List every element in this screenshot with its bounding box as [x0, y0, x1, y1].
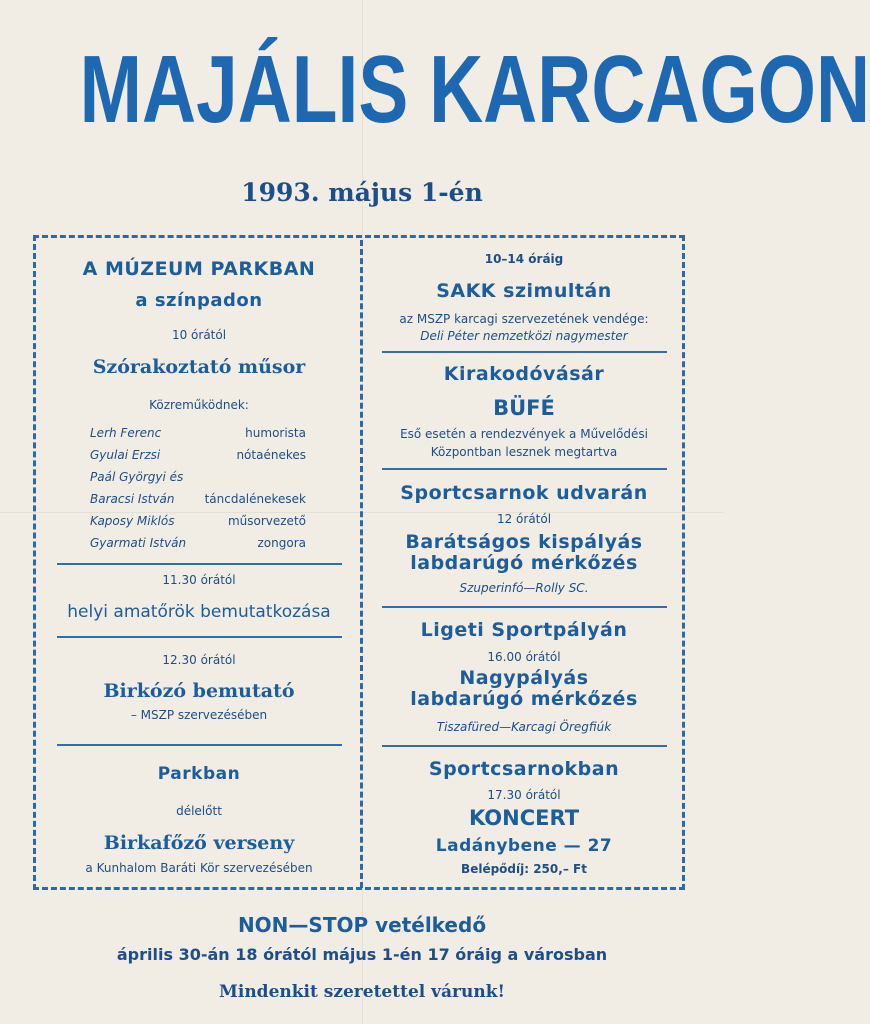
performer-name: Gyarmati István — [90, 536, 187, 550]
amateurs-title: helyi amatőrök bemutatkozása — [67, 602, 331, 622]
amateurs-time: 11.30 órától — [162, 573, 236, 587]
chess-master: Deli Péter nemzetközi nagymester — [420, 329, 628, 343]
concert-title: KONCERT — [468, 806, 580, 830]
morning-label: délelőtt — [176, 804, 222, 818]
performer-row — [40, 488, 358, 510]
event-date: 1993. május 1-én — [241, 178, 483, 207]
column-divider — [360, 240, 363, 888]
bigmatch-title-2: labdarúgó mérkőzés — [410, 688, 638, 710]
performer-role: zongora — [257, 536, 306, 550]
separator — [40, 744, 358, 746]
entry-fee: Belépődíj: 250,– Ft — [461, 862, 587, 876]
friendly-title-1: Barátságos kispályás — [405, 531, 643, 553]
bigmatch-title-1: Nagypályás — [459, 667, 589, 689]
friendly-title-2: labdarúgó mérkőzés — [410, 552, 638, 574]
friendly-match: Szuperinfó—Rolly SC. — [459, 581, 589, 595]
performer-role: nótaénekes — [236, 448, 306, 462]
poster-title: MAJÁLIS KARCAGON — [79, 36, 870, 143]
separator — [366, 606, 682, 608]
performer-role: műsorvezető — [227, 514, 306, 528]
performer-role: humorista — [245, 426, 306, 440]
fair-title: Kirakodóvásár — [443, 363, 605, 385]
performer-row — [40, 532, 358, 554]
wrestling-title: Birkózó bemutató — [103, 680, 295, 702]
performer-name: Lerh Ferenc — [90, 426, 162, 440]
cooking-title: Birkafőző verseny — [103, 832, 295, 854]
participants-label: Közreműködnek: — [149, 398, 249, 412]
performer-row — [40, 466, 358, 488]
chess-guest: az MSZP karcagi szervezetének vendége: — [399, 312, 649, 326]
separator — [366, 351, 682, 353]
bigmatch-teams: Tiszafüred—Karcagi Öregfiúk — [436, 720, 612, 734]
park-heading: Parkban — [157, 764, 241, 784]
performer-row — [40, 510, 358, 532]
performer-row — [40, 422, 358, 444]
wrestling-organizer: – MSZP szervezésében — [130, 708, 268, 722]
separator — [40, 636, 358, 638]
welcome-line: Mindenkit szeretettel várunk! — [219, 982, 505, 1002]
rain-notice-1: Eső esetén a rendezvények a Művelődési — [400, 427, 648, 441]
ligeti-heading: Ligeti Sportpályán — [420, 619, 628, 641]
concert-time: 17.30 órától — [487, 788, 561, 802]
nonstop-quiz: NON—STOP vetélkedő — [237, 913, 487, 937]
hall-heading: Sportcsarnokban — [428, 758, 620, 780]
quiz-period: április 30-án 18 órától május 1-én 17 óráig a városban — [116, 945, 608, 964]
museum-park-heading: A MÚZEUM PARKBAN — [82, 258, 316, 280]
wrestling-time: 12.30 órától — [162, 653, 236, 667]
friendly-time: 12 órától — [496, 512, 552, 526]
cooking-organizer: a Kunhalom Baráti Kör szervezésében — [85, 861, 313, 875]
performer-list — [40, 422, 358, 554]
performer-name: Paál Györgyi és — [90, 470, 184, 484]
performer-name: Baracsi István — [90, 492, 175, 506]
separator — [40, 563, 358, 565]
rain-notice-2: Központban lesznek megtartva — [430, 445, 618, 459]
separator — [366, 745, 682, 747]
hall-yard-heading: Sportcsarnok udvarán — [400, 482, 648, 504]
buffet-title: BÜFÉ — [493, 396, 555, 420]
performer-row — [40, 444, 358, 466]
show-title: Szórakoztató műsor — [92, 356, 306, 378]
separator — [366, 468, 682, 470]
performer-name: Kaposy Miklós — [90, 514, 175, 528]
show-time: 10 órától — [171, 328, 227, 342]
chess-time: 10–14 óráig — [484, 252, 564, 266]
stage-label: a színpadon — [135, 290, 263, 311]
bigmatch-time: 16.00 órától — [487, 650, 561, 664]
chess-title: SAKK szimultán — [436, 280, 612, 302]
performer-role: táncdalénekesek — [204, 492, 306, 506]
performer-name: Gyulai Erzsi — [90, 448, 161, 462]
concert-band: Ladánybene — 27 — [435, 836, 613, 856]
